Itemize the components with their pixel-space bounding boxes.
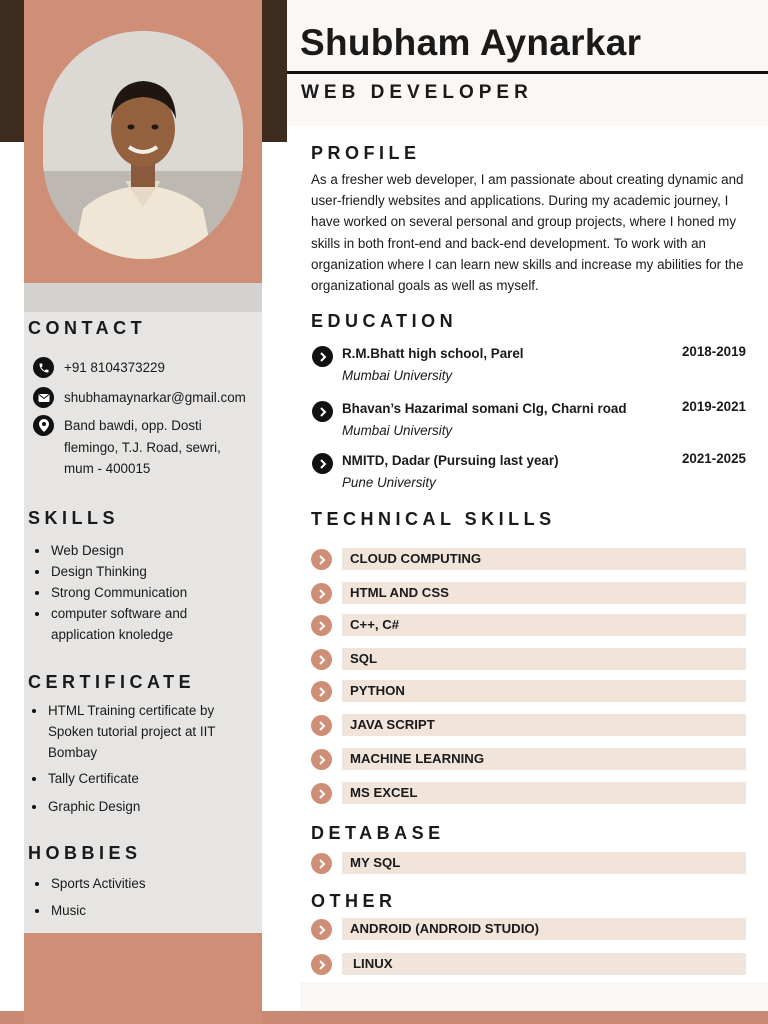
contact-heading: CONTACT bbox=[28, 318, 147, 338]
chevron-right-icon bbox=[311, 583, 332, 604]
skill-label: ANDROID (ANDROID STUDIO) bbox=[350, 921, 540, 936]
skills-heading: SKILLS bbox=[28, 508, 120, 528]
skill-label: MY SQL bbox=[350, 855, 401, 870]
hobbies-list bbox=[28, 873, 228, 921]
skill-bar bbox=[342, 614, 746, 636]
footer-background bbox=[300, 982, 768, 1011]
chevron-right-icon bbox=[311, 919, 332, 940]
skill-item bbox=[311, 918, 746, 940]
phone-number: +91 8104373229 bbox=[64, 360, 165, 375]
photo-strip bbox=[24, 283, 262, 312]
hobbies-heading: HOBBIES bbox=[28, 843, 142, 863]
chevron-right-icon bbox=[311, 749, 332, 770]
email-address: shubhamaynarkar@gmail.com bbox=[64, 390, 246, 405]
list-item: Sports Activities bbox=[28, 873, 228, 894]
chevron-right-icon bbox=[311, 783, 332, 804]
chevron-right-icon bbox=[311, 649, 332, 670]
education-heading: EDUCATION bbox=[311, 311, 458, 331]
chevron-right-icon bbox=[311, 549, 332, 570]
list-item: Music bbox=[28, 900, 228, 921]
contact-email bbox=[33, 387, 246, 409]
email-icon bbox=[33, 387, 54, 408]
school-name: NMITD, Dadar (Pursuing last year) bbox=[342, 453, 559, 468]
education-years: 2021-2025 bbox=[681, 451, 746, 466]
address bbox=[64, 415, 221, 480]
university-name: Pune University bbox=[342, 475, 436, 490]
skill-label: PYTHON bbox=[350, 683, 405, 698]
skills-list bbox=[28, 540, 228, 645]
technical-skills-heading: TECHNICAL SKILLS bbox=[311, 509, 556, 529]
skill-item bbox=[311, 680, 746, 702]
address-line: mum - 400015 bbox=[64, 461, 151, 476]
chevron-right-icon bbox=[311, 681, 332, 702]
contact-address bbox=[33, 415, 221, 480]
sidebar-bottom-block bbox=[24, 933, 262, 1024]
photo-panel bbox=[24, 0, 262, 283]
list-item: HTML Training certificate by Spoken tutorial project at IIT Bombay bbox=[25, 700, 235, 763]
list-item: computer software and application knoledge bbox=[28, 603, 228, 645]
certificate-list bbox=[25, 700, 235, 817]
profile-summary: As a fresher web developer, I am passionate about creating dynamic and user-friendly websites and applications. During my academic journey, I have worked on several personal and group projects, where I honed my skills in both front-end and back-end development. To work with an organization where I can learn new skills and increase my abilities for the organizational goals as well as myself. bbox=[311, 172, 744, 294]
address-line: flemingo, T.J. Road, sewri, bbox=[64, 439, 221, 455]
skill-item bbox=[311, 714, 746, 736]
chevron-right-icon bbox=[311, 715, 332, 736]
chevron-right-icon bbox=[311, 615, 332, 636]
list-item: Graphic Design bbox=[25, 796, 235, 817]
education-years: 2019-2021 bbox=[681, 399, 746, 414]
contact-phone bbox=[33, 357, 165, 379]
skill-item bbox=[311, 582, 746, 604]
skill-label: MACHINE LEARNING bbox=[350, 751, 485, 766]
header-divider bbox=[287, 71, 768, 74]
other-heading: OTHER bbox=[311, 891, 397, 911]
list-item: Web Design bbox=[28, 540, 228, 561]
skill-label: MS EXCEL bbox=[350, 785, 418, 800]
skill-label: LINUX bbox=[353, 956, 393, 971]
arrow-right-icon bbox=[312, 346, 333, 367]
skill-bar bbox=[342, 953, 746, 975]
candidate-name: Shubham Aynarkar bbox=[300, 22, 642, 63]
address-line: Band bawdi, opp. Dosti bbox=[64, 418, 202, 433]
skill-label: SQL bbox=[350, 651, 378, 666]
school-name: Bhavan’s Hazarimal somani Clg, Charni road bbox=[342, 401, 627, 416]
skill-item bbox=[311, 782, 746, 804]
skill-item bbox=[311, 548, 746, 570]
skill-item bbox=[311, 953, 746, 975]
skill-bar bbox=[342, 852, 746, 874]
phone-icon bbox=[33, 357, 54, 378]
university-name: Mumbai University bbox=[342, 423, 453, 438]
skill-item bbox=[311, 648, 746, 670]
skill-bar bbox=[342, 648, 746, 670]
skill-item bbox=[311, 852, 746, 874]
school-name: R.M.Bhatt high school, Parel bbox=[342, 346, 524, 361]
list-item: Tally Certificate bbox=[25, 768, 235, 789]
skill-item bbox=[311, 748, 746, 770]
list-item: Strong Communication bbox=[28, 582, 228, 603]
certificate-heading: CERTIFICATE bbox=[28, 672, 196, 692]
education-years: 2018-2019 bbox=[681, 344, 746, 359]
list-item: Design Thinking bbox=[28, 561, 228, 582]
location-icon bbox=[33, 415, 54, 436]
skill-label: JAVA SCRIPT bbox=[350, 717, 435, 732]
chevron-right-icon bbox=[311, 954, 332, 975]
profile-heading: PROFILE bbox=[311, 143, 421, 163]
job-title: WEB DEVELOPER bbox=[301, 82, 533, 103]
chevron-right-icon bbox=[311, 853, 332, 874]
database-heading: DETABASE bbox=[311, 823, 445, 843]
profile-photo bbox=[43, 31, 243, 259]
arrow-right-icon bbox=[312, 401, 333, 422]
university-name: Mumbai University bbox=[342, 368, 453, 383]
skill-item bbox=[311, 614, 746, 636]
arrow-right-icon bbox=[312, 453, 333, 474]
skill-label: HTML AND CSS bbox=[350, 585, 449, 600]
skill-label: CLOUD COMPUTING bbox=[350, 551, 482, 566]
skill-label: C++, C# bbox=[350, 617, 400, 632]
